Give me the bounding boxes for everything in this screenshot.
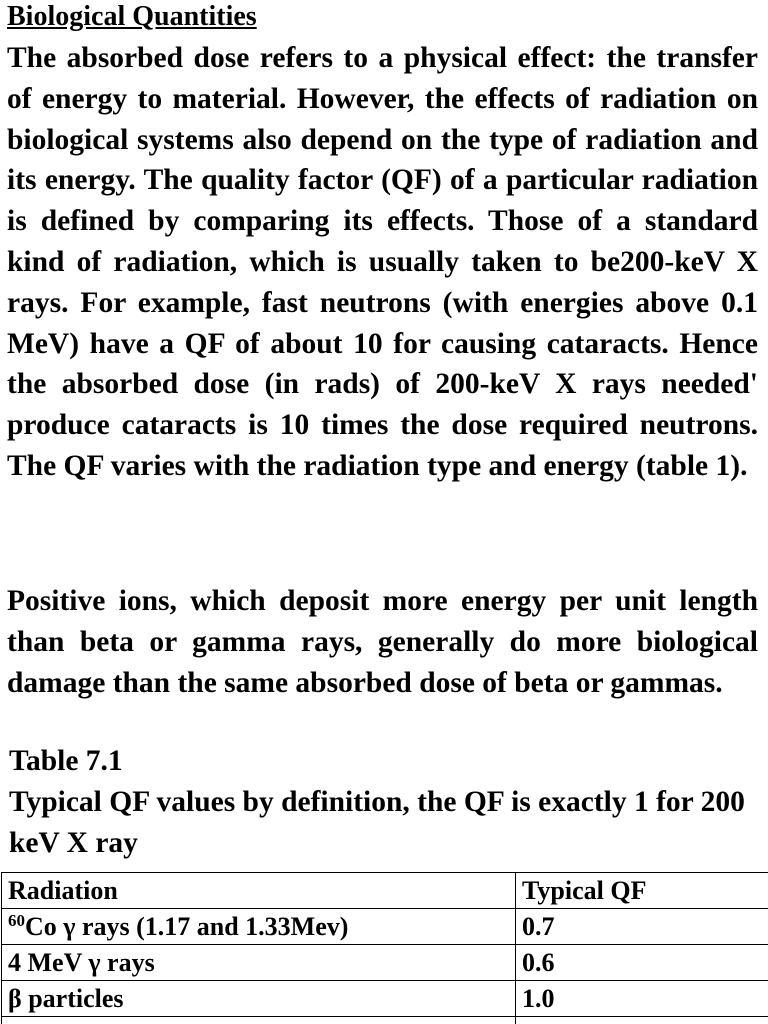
column-header-radiation: Radiation [2,873,516,909]
qf-table [1,872,768,1024]
qf-cell: 0.6 [516,945,768,981]
paragraph-absorbed-dose: The absorbed dose refers to a physical effect: the transfer of energy to material. However, the effects of radiation on biological systems also depend on the type of radiation and its energy. The quality factor (QF) of a particular radiation is defined by comparing its effects. Those of a standard kind of radiation, which is usually taken to be200-keV X rays. For example, fast neutrons (with energies above 0.1 MeV) have a QF of about 10 for causing cataracts. Hence the absorbed dose (in rads) of 200-keV X rays needed' produce cataracts is 10 times the dose required neutrons. The QF varies with the radiation type and energy (table 1). [7,42,758,482]
isotope-mass-number: 60 [8,911,25,930]
table-row [2,945,768,981]
table-caption: Typical QF values by definition, the QF is exactly 1 for 200 keV X ray [9,786,745,859]
table-label: Table 7.1 [9,745,123,777]
paragraph-positive-ions: Positive ions, which deposit more energy per unit length than beta or gamma rays, generally do more biological damage than the same absorbed dose of beta or gammas. [7,585,758,699]
qf-cell: 0.7 [516,909,768,945]
table-row-partial [2,1017,768,1024]
column-header-typical-qf: Typical QF [516,873,768,909]
page-heading: Biological Quantities [7,1,257,32]
radiation-cell-empty [2,1017,516,1024]
table-row [2,909,768,945]
qf-cell: 1.0 [516,981,768,1017]
radiation-cell: β particles [2,981,516,1017]
radiation-cell [2,909,516,945]
table-header-row [2,873,768,909]
radiation-cell: 4 MeV γ rays [2,945,516,981]
table-row [2,981,768,1017]
radiation-text: Co γ rays (1.17 and 1.33Mev) [25,912,349,941]
qf-cell-empty [516,1017,768,1024]
